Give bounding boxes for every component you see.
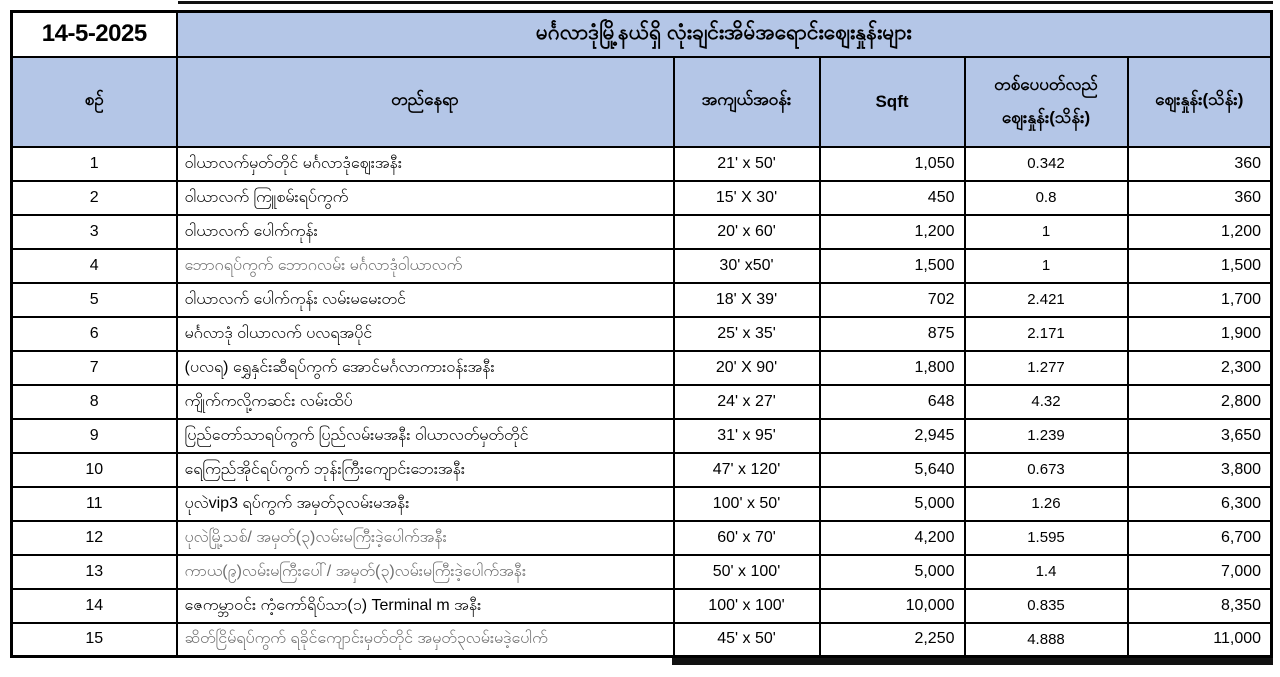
header-rate-line1: တစ်ပေပတ်လည်: [994, 75, 1098, 95]
cell-size: 24' x 27': [674, 385, 820, 419]
cell-size: 45' x 50': [674, 623, 820, 657]
cell-rate: 0.342: [965, 147, 1128, 181]
cell-no: 12: [12, 521, 177, 555]
cell-location: ဆိတ်ငြိမ်ရပ်ကွက် ရခိုင်ကျောင်းမှတ်တိုင် အမှတ်၃လမ်းမဒဲ့ပေါက်: [177, 623, 674, 657]
cell-no: 8: [12, 385, 177, 419]
table-body: [12, 147, 1272, 657]
cell-location: (ပလရ) ရွှေနှင်းဆီရပ်ကွက် အောင်မင်္ဂလာကားဝန်းအနီး: [177, 351, 674, 385]
cell-location: ဝါယာလက် ပေါက်ကုန်း: [177, 215, 674, 249]
cell-sqft: 2,250: [820, 623, 965, 657]
cell-sqft: 10,000: [820, 589, 965, 623]
table-row: [12, 623, 1272, 657]
cell-price: 1,500: [1128, 249, 1272, 283]
table-row: [12, 215, 1272, 249]
cell-rate: 2.421: [965, 283, 1128, 317]
table-row: [12, 147, 1272, 181]
page-title: မင်္ဂလာဒုံမြို့နယ်ရှိ လုံးချင်းအိမ်အရောင်းဈေးနှုန်းများ: [177, 12, 1272, 57]
cell-location: ပြည်တော်သာရပ်ကွက် ပြည်လမ်းမအနီး ဝါယာလတ်မှတ်တိုင်: [177, 419, 674, 453]
cell-no: 6: [12, 317, 177, 351]
cell-rate: 4.32: [965, 385, 1128, 419]
cropped-row-edge-top: [178, 1, 1273, 4]
cell-price: 360: [1128, 147, 1272, 181]
cell-no: 1: [12, 147, 177, 181]
cell-sqft: 1,800: [820, 351, 965, 385]
cell-location: ဝါယာလက် ပေါက်ကုန်း လမ်းမမေးတင်: [177, 283, 674, 317]
cell-size: 31' x 95': [674, 419, 820, 453]
cell-price: 6,300: [1128, 487, 1272, 521]
cell-price: 11,000: [1128, 623, 1272, 657]
cell-price: 6,700: [1128, 521, 1272, 555]
cell-rate: 1.239: [965, 419, 1128, 453]
cell-price: 360: [1128, 181, 1272, 215]
table-row: [12, 453, 1272, 487]
header-price: ဈေးနှုန်း(သိန်း): [1128, 57, 1272, 147]
cell-sqft: 875: [820, 317, 965, 351]
cell-no: 4: [12, 249, 177, 283]
header-size: အကျယ်အဝန်း: [674, 57, 820, 147]
cell-rate: 1: [965, 215, 1128, 249]
cell-size: 50' x 100': [674, 555, 820, 589]
cell-rate: 1.26: [965, 487, 1128, 521]
cell-sqft: 4,200: [820, 521, 965, 555]
cell-size: 100' x 50': [674, 487, 820, 521]
cell-price: 1,200: [1128, 215, 1272, 249]
cell-size: 30' x50': [674, 249, 820, 283]
cell-sqft: 1,200: [820, 215, 965, 249]
cell-size: 20' X 90': [674, 351, 820, 385]
cell-sqft: 450: [820, 181, 965, 215]
cell-size: 25' x 35': [674, 317, 820, 351]
column-header-row: [12, 57, 1272, 147]
table-row: [12, 385, 1272, 419]
cell-no: 2: [12, 181, 177, 215]
cell-location: ဝါယာလက်မှတ်တိုင် မင်္ဂလာဒုံဈေးအနီး: [177, 147, 674, 181]
cell-location: ကာယ(၉)လမ်းမကြီးပေါ်/ အမှတ်(၃)လမ်းမကြီးဒဲ့ပေါက်အနီး: [177, 555, 674, 589]
cell-no: 3: [12, 215, 177, 249]
table-row: [12, 419, 1272, 453]
cell-size: 21' x 50': [674, 147, 820, 181]
table-row: [12, 283, 1272, 317]
cell-no: 9: [12, 419, 177, 453]
cell-size: 47' x 120': [674, 453, 820, 487]
cell-sqft: 1,050: [820, 147, 965, 181]
table-row: [12, 555, 1272, 589]
cell-rate: 1.4: [965, 555, 1128, 589]
table-row: [12, 249, 1272, 283]
cell-rate: 0.835: [965, 589, 1128, 623]
cell-location: ဘောဂရပ်ကွက် ဘောဂလမ်း မင်္ဂလာဒုံဝါယာလက်: [177, 249, 674, 283]
cell-size: 60' x 70': [674, 521, 820, 555]
cell-no: 11: [12, 487, 177, 521]
cell-sqft: 5,000: [820, 555, 965, 589]
table-row: [12, 589, 1272, 623]
header-location: တည်နေရာ: [177, 57, 674, 147]
cell-size: 18' X 39': [674, 283, 820, 317]
cell-sqft: 5,000: [820, 487, 965, 521]
cell-price: 2,800: [1128, 385, 1272, 419]
cell-location: ပုလဲvip3 ရပ်ကွက် အမှတ်၃လမ်းမအနီး: [177, 487, 674, 521]
cell-sqft: 5,640: [820, 453, 965, 487]
cell-price: 3,800: [1128, 453, 1272, 487]
table-row: [12, 351, 1272, 385]
cell-price: 1,700: [1128, 283, 1272, 317]
cell-location: မင်္ဂလာဒုံ ဝါယာလက် ပလရအပိုင်: [177, 317, 674, 351]
cell-no: 15: [12, 623, 177, 657]
cell-price: 1,900: [1128, 317, 1272, 351]
report-date: 14-5-2025: [12, 12, 177, 57]
cell-sqft: 2,945: [820, 419, 965, 453]
table-row: [12, 487, 1272, 521]
cell-location: ဝါယာလက် ကြူစမ်းရပ်ကွက်: [177, 181, 674, 215]
cell-sqft: 648: [820, 385, 965, 419]
header-no: စဉ်: [12, 57, 177, 147]
cell-price: 7,000: [1128, 555, 1272, 589]
cell-no: 7: [12, 351, 177, 385]
table-row: [12, 181, 1272, 215]
cell-location: ကျိုက်ကလို့ကဆင်း လမ်းထိပ်: [177, 385, 674, 419]
cell-rate: 0.8: [965, 181, 1128, 215]
cell-size: 100' x 100': [674, 589, 820, 623]
cell-location: ဇေကမ္ဘာဝင်း ကံ့ကော်ရိပ်သာ(၁) Terminal m အနီး: [177, 589, 674, 623]
cell-no: 13: [12, 555, 177, 589]
cell-sqft: 1,500: [820, 249, 965, 283]
cell-price: 2,300: [1128, 351, 1272, 385]
header-rate-per-sqft: [965, 57, 1128, 147]
header-rate-line2: ဈေးနှုန်း(သိန်း): [1001, 107, 1091, 127]
cell-no: 10: [12, 453, 177, 487]
price-table: [10, 10, 1273, 658]
header-sqft: Sqft: [820, 57, 965, 147]
cell-no: 14: [12, 589, 177, 623]
cell-rate: 4.888: [965, 623, 1128, 657]
title-row: [12, 12, 1272, 57]
cell-location: ရေကြည်အိုင်ရပ်ကွက် ဘုန်းကြီးကျောင်းဘေးအနီး: [177, 453, 674, 487]
cell-location: ပုလဲမြို့သစ်/ အမှတ်(၃)လမ်းမကြီးဒဲ့ပေါက်အနီး: [177, 521, 674, 555]
cell-sqft: 702: [820, 283, 965, 317]
cell-rate: 1: [965, 249, 1128, 283]
table-row: [12, 521, 1272, 555]
cell-rate: 1.595: [965, 521, 1128, 555]
cell-price: 3,650: [1128, 419, 1272, 453]
cell-rate: 0.673: [965, 453, 1128, 487]
cell-rate: 1.277: [965, 351, 1128, 385]
cell-rate: 2.171: [965, 317, 1128, 351]
cell-size: 20' x 60': [674, 215, 820, 249]
table-row: [12, 317, 1272, 351]
cell-size: 15' X 30': [674, 181, 820, 215]
cell-price: 8,350: [1128, 589, 1272, 623]
cell-no: 5: [12, 283, 177, 317]
